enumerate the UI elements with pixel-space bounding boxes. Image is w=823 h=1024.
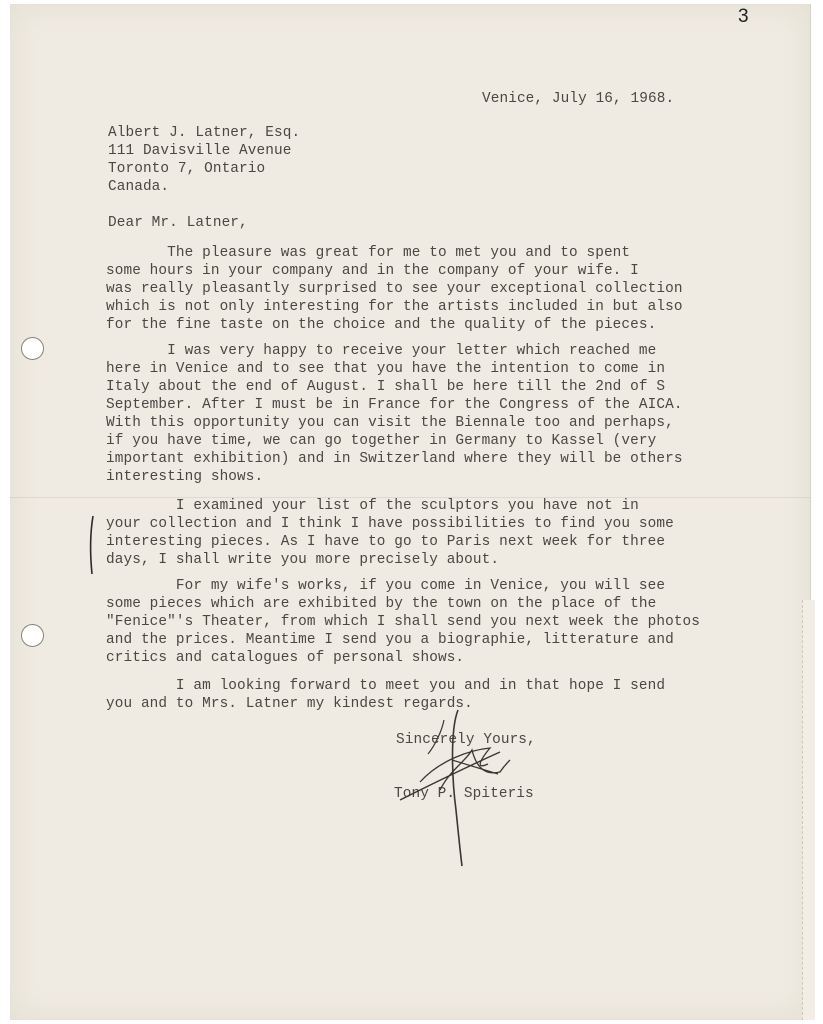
paragraph-line: here in Venice and to see that you have the intention to come in xyxy=(106,361,666,377)
paragraph-line: For my wife's works, if you come in Venice, you will see xyxy=(106,578,666,594)
paragraph-line: some hours in your company and in the company of your wife. I xyxy=(106,263,639,279)
paragraph-line: some pieces which are exhibited by the town on the place of the xyxy=(106,596,657,612)
signer-name: Tony P. Spiteris xyxy=(394,786,534,802)
closing: Sincerely Yours, xyxy=(396,732,536,748)
paragraph-line: was really pleasantly surprised to see your exceptional collection xyxy=(106,281,683,297)
punch-hole-lower xyxy=(21,624,44,647)
torn-paper-edge xyxy=(802,600,815,1020)
recipient-street: 111 Davisville Avenue xyxy=(108,143,292,159)
paragraph-line: I was very happy to receive your letter which reached me xyxy=(106,343,657,359)
margin-pencil-mark xyxy=(86,514,98,576)
paragraph-line: Italy about the end of August. I shall be here till the 2nd of S xyxy=(106,379,666,395)
punch-hole-upper xyxy=(21,337,44,360)
recipient-name: Albert J. Latner, Esq. xyxy=(108,125,301,141)
paragraph-line: interesting pieces. As I have to go to Paris next week for three xyxy=(106,534,666,550)
page-number: 3 xyxy=(738,6,749,27)
paragraph-line: you and to Mrs. Latner my kindest regards. xyxy=(106,696,473,712)
date-line: Venice, July 16, 1968. xyxy=(482,91,675,107)
handwritten-signature xyxy=(380,690,540,870)
paragraph-line: days, I shall write you more precisely about. xyxy=(106,552,500,568)
paragraph-line: and the prices. Meantime I send you a biographie, litterature and xyxy=(106,632,674,648)
paragraph-line: "Fenice"'s Theater, from which I shall send you next week the photos xyxy=(106,614,701,630)
paragraph-line: interesting shows. xyxy=(106,469,264,485)
paragraph-line: With this opportunity you can visit the Biennale too and perhaps, xyxy=(106,415,674,431)
salutation: Dear Mr. Latner, xyxy=(108,215,248,231)
paragraph-line: I am looking forward to meet you and in that hope I send xyxy=(106,678,666,694)
paragraph-line: for the fine taste on the choice and the quality of the pieces. xyxy=(106,317,657,333)
paragraph-1 xyxy=(106,244,683,334)
recipient-country: Canada. xyxy=(108,179,170,195)
recipient-city: Toronto 7, Ontario xyxy=(108,161,266,177)
paragraph-3 xyxy=(106,497,674,569)
paragraph-4 xyxy=(106,577,700,667)
paragraph-2 xyxy=(106,342,683,486)
paragraph-line: your collection and I think I have possibilities to find you some xyxy=(106,516,674,532)
paragraph-line: critics and catalogues of personal shows. xyxy=(106,650,465,666)
paragraph-line: The pleasure was great for me to met you and to spent xyxy=(106,245,631,261)
paragraph-line: September. After I must be in France for the Congress of the AICA. xyxy=(106,397,683,413)
paragraph-line: which is not only interesting for the artists included in but also xyxy=(106,299,683,315)
paragraph-line: important exhibition) and in Switzerland where they will be others xyxy=(106,451,683,467)
paragraph-line: if you have time, we can go together in Germany to Kassel (very xyxy=(106,433,657,449)
paragraph-line: I examined your list of the sculptors you have not in xyxy=(106,498,639,514)
recipient-address xyxy=(108,124,300,196)
